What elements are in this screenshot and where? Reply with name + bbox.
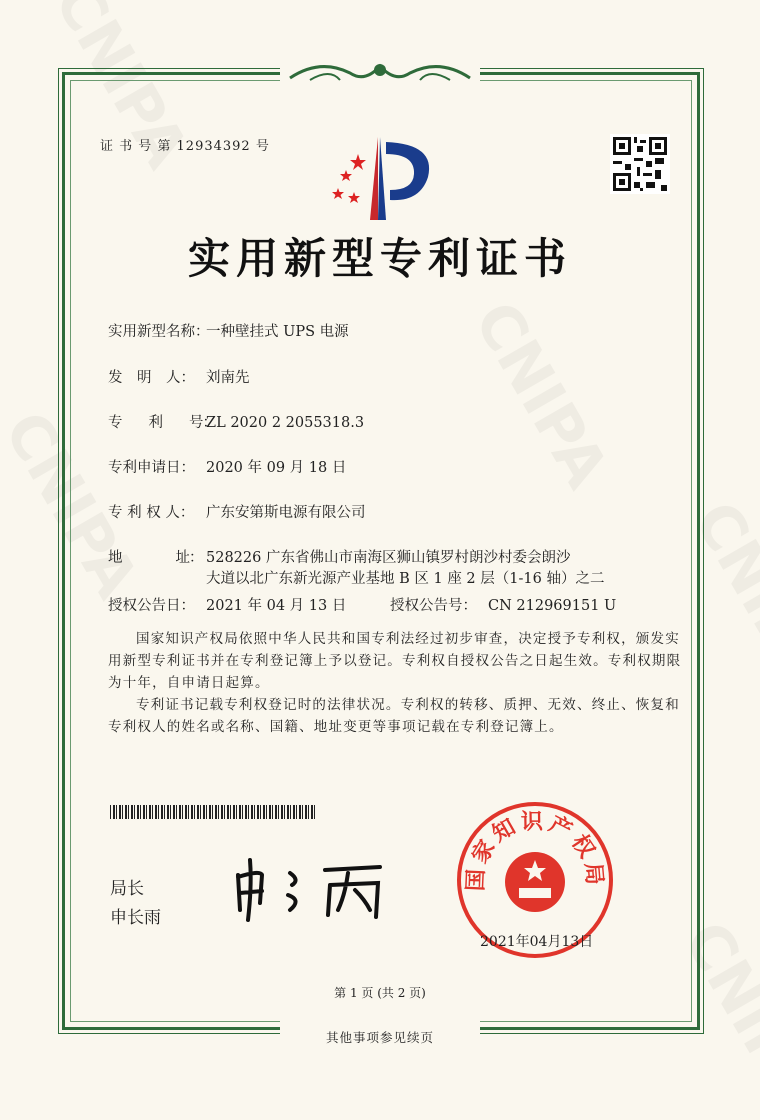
director-name: 申长雨	[110, 908, 161, 928]
field-value: 广东安第斯电源有限公司	[206, 505, 366, 521]
paragraph-grant: 国家知识产权局依照中华人民共和国专利法经过初步审查，决定授予专利权，颁发实用新型专利证书并在专利登记簿上予以登记。专利权自授权公告之日起生效。专利权期限为十年，自申请日起算。	[108, 631, 682, 691]
field-value: 528226 广东省佛山市南海区狮山镇罗村朗沙村委会朗沙	[206, 550, 571, 566]
field-value: 一种壁挂式 UPS 电源	[206, 324, 349, 340]
field-patentee	[108, 501, 366, 522]
field-address	[108, 546, 604, 588]
field-label: 发 明 人：	[108, 370, 195, 386]
continued-note: 其他事项参见续页	[325, 1030, 434, 1045]
field-label: 地 址：	[108, 550, 203, 566]
field-label: 专 利 号：	[108, 415, 216, 431]
field-utility-model-name	[108, 320, 349, 341]
field-label: 授权公告号：	[390, 598, 477, 614]
field-value: CN 212969151 U	[488, 598, 617, 614]
field-label: 专 利 权 人：	[108, 505, 195, 521]
field-inventor	[108, 366, 250, 387]
seal-date: 2021年04月13日	[480, 934, 594, 950]
director-title: 局长	[110, 879, 144, 899]
field-label: 专利申请日：	[108, 460, 195, 476]
field-grant-number	[390, 594, 616, 615]
field-value: 刘南先	[206, 370, 250, 386]
cnipa-logo-icon	[328, 132, 438, 224]
field-grant-date	[108, 594, 346, 615]
field-label: 授权公告日：	[108, 598, 195, 614]
field-value-line2: 大道以北广东新光源产业基地 B 区 1 座 2 层（1-16 轴）之二	[206, 571, 605, 587]
paragraph-legal-status: 专利证书记载专利权登记时的法律状况。专利权的转移、质押、无效、终止、恢复和专利权人的姓名或名称、国籍、地址变更等事项记载在专利登记簿上。	[108, 697, 680, 735]
svg-text:国家知识产权局: 国家知识产权局	[462, 808, 608, 892]
field-value: 2020 年 09 月 18 日	[206, 460, 347, 476]
field-patent-number	[108, 411, 364, 432]
field-value: 2021 年 04 月 13 日	[206, 598, 347, 614]
ornament-top	[280, 58, 480, 88]
field-value: ZL 2020 2 2055318.3	[206, 415, 365, 431]
field-application-date	[108, 456, 346, 477]
field-label: 实用新型名称：	[108, 324, 210, 340]
certificate-number: 证 书 号 第 12934392 号	[100, 139, 270, 154]
barcode	[110, 805, 315, 819]
signature	[230, 855, 400, 925]
page-title: 实用新型专利证书	[187, 234, 572, 283]
page-indicator: 第 1 页 (共 2 页)	[334, 986, 426, 1000]
qr-code	[610, 134, 670, 194]
